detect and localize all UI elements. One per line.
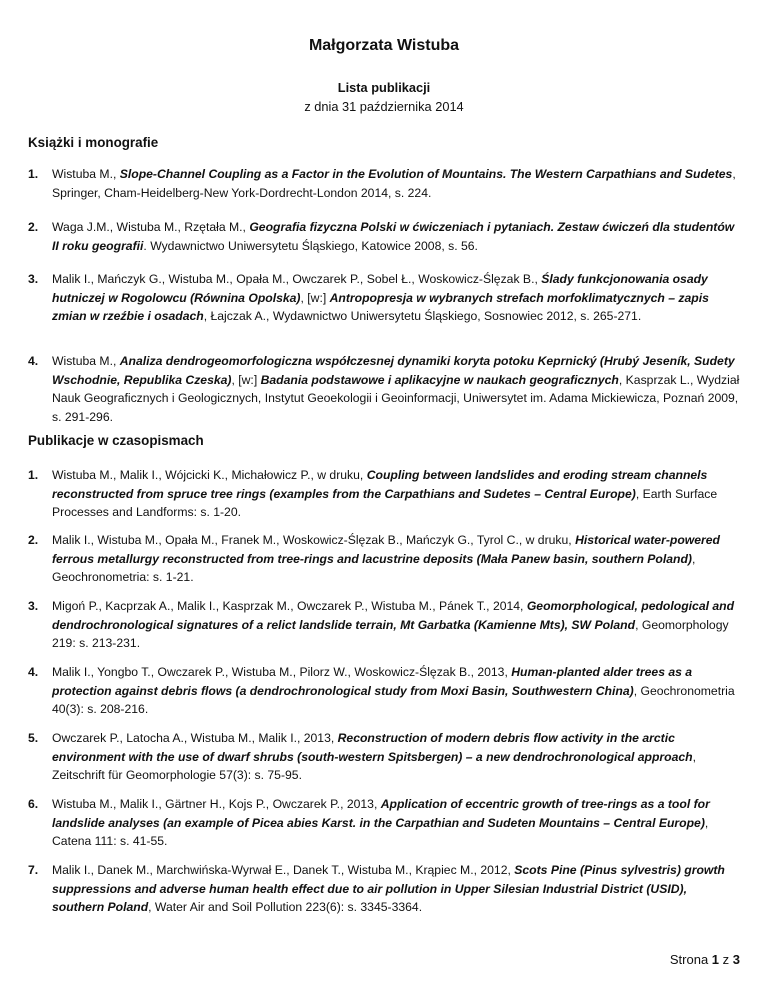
section-heading-books: Książki i monografie (28, 135, 159, 150)
list-title: Lista publikacji (337, 80, 431, 95)
footer-total-pages: 3 (732, 952, 740, 967)
book-entry-1 (28, 165, 742, 202)
entry-number: 7. (28, 863, 39, 877)
entry-details: , Earth Surface Processes and Landforms: s. 1-20. (52, 486, 718, 520)
entry-title: Coupling between landslides and eroding stream channels reconstructed from spruce tree rings (examples from the Carpathians and Sudetes – Central Europe) (52, 468, 708, 501)
entry-authors: Migoń P., Kacprzak A., Malik I., Kasprzak M., Owczarek P., Wistuba M., Pánek T., 2014, (52, 599, 527, 613)
footer-prefix: Strona (669, 952, 712, 967)
entry-details: , Springer, Cham-Heidelberg-New York-Dordrecht-London 2014, s. 224. (52, 167, 736, 200)
entry-number: 1. (28, 468, 39, 482)
entry-number: 6. (28, 797, 39, 811)
footer-page-number: 1 (711, 952, 720, 967)
entry-number: 2. (28, 220, 39, 234)
journal-entry-4 (28, 663, 742, 719)
entry-authors: Wistuba M., (52, 354, 120, 368)
entry-details: , Catena 111: s. 41-55. (52, 815, 709, 849)
section-heading-journals: Publikacje w czasopismach (28, 433, 204, 448)
entry-number: 4. (28, 354, 39, 368)
entry-title: Application of eccentric growth of tree-rings as a tool for landslide analyses (an example of Picea abies Karst. in the Carpathian and Sudeten Mountains – Central Europe) (52, 797, 710, 830)
journal-entry-2 (28, 531, 742, 587)
entry-number: 1. (28, 167, 39, 181)
entry-authors: Wistuba M., Malik I., Wójcicki K., Michałowicz P., w druku, (52, 468, 367, 482)
entry-title: Analiza dendrogeomorfologiczna współczesnej dynamiki koryta potoku Keprnický (Hrubý Jeseník, Sudety Wschodnie, Republika Czeska) (52, 354, 735, 387)
entry-authors: Wistuba M., Malik I., Gärtner H., Kojs P., Owczarek P., 2013, (52, 797, 381, 811)
entry-title: Slope-Channel Coupling as a Factor in the Evolution of Mountains. The Western Carpathians and Sudetes (119, 167, 733, 181)
entry-authors: Waga J.M., Wistuba M., Rzętała M., (52, 220, 250, 234)
entry-details: , Łajczak A., Wydawnictwo Uniwersytetu Śląskiego, Sosnowiec 2012, s. 265-271. (203, 309, 642, 324)
book-entry-2 (28, 218, 742, 255)
entry-title: Human-planted alder trees as a protection against debris flows (a dendrochronological study from Moxi Basin, Southwestern China) (52, 665, 693, 698)
book-entry-4 (28, 352, 742, 426)
entry-authors: Wistuba M., (52, 167, 120, 181)
entry-number: 2. (28, 533, 39, 547)
entry-details: , Geomorphology 219: s. 213-231. (52, 617, 729, 651)
entry-title: Reconstruction of modern debris flow activity in the arctic environment with the use of dwarf shrubs (south-western Spitsbergen) – a new dendrochronological approach (52, 731, 693, 764)
journal-entry-1 (28, 466, 742, 522)
entry-book-title: Badania podstawowe i aplikacyjne w naukach geograficznych (260, 372, 619, 387)
book-entry-3 (28, 270, 742, 326)
entry-number: 5. (28, 731, 39, 745)
entry-details: , Geochronometria 40(3): s. 208-216. (52, 683, 735, 717)
journal-entry-5 (28, 729, 742, 785)
entry-authors: Malik I., Wistuba M., Opała M., Franek M., Woskowicz-Ślęzak B., Mańczyk G., Tyrol C., w druku, (52, 533, 576, 547)
page-footer (670, 952, 740, 967)
journal-entry-6 (28, 795, 742, 851)
entry-details: , Zeitschrift für Geomorphologie 57(3): s. 75-95. (52, 749, 696, 783)
footer-of: z (719, 952, 733, 967)
entry-title: Historical water-powered ferrous metallurgy reconstructed from tree-rings and lacustrine deposits (Mała Panew basin, southern Poland) (52, 533, 720, 566)
entry-book-title: Antropopresja w wybranych strefach morfoklimatycznych – zapis zmian w rzeźbie i osadach (52, 290, 709, 324)
entry-title: Geomorphological, pedological and dendrochronological signatures of a relict landslide terrain, Mt Garbatka (Kamienne Mts), SW Poland (52, 599, 735, 632)
entry-connector: , [w:] (231, 372, 261, 387)
entry-details: , Geochronometria: s. 1-21. (52, 551, 696, 585)
entry-details: , Water Air and Soil Pollution 223(6): s. 3345-3364. (148, 900, 423, 915)
entry-authors: Owczarek P., Latocha A., Wistuba M., Malik I., 2013, (52, 731, 338, 745)
entry-authors: Malik I., Mańczyk G., Wistuba M., Opała M., Owczarek P., Sobel Ł., Woskowicz-Ślęzak B., (52, 272, 542, 286)
journal-entry-7 (28, 861, 742, 917)
entry-number: 4. (28, 665, 39, 679)
entry-connector: , [w:] (300, 290, 330, 305)
entry-title: Geografia fizyczna Polski w ćwiczeniach i pytaniach. Zestaw ćwiczeń dla studentów II roku geografii (52, 220, 735, 253)
list-date: z dnia 31 października 2014 (304, 99, 464, 114)
journal-entry-3 (28, 597, 742, 653)
entry-title: Scots Pine (Pinus sylvestris) growth suppressions and adverse human health effect due to air pollution in Upper Silesian Industrial District (USID), southern Poland (52, 863, 725, 915)
entry-number: 3. (28, 272, 39, 286)
entry-authors: Malik I., Danek M., Marchwińska-Wyrwał E., Danek T., Wistuba M., Krąpiec M., 2012, (52, 863, 515, 877)
entry-authors: Malik I., Yongbo T., Owczarek P., Wistuba M., Pilorz W., Woskowicz-Ślęzak B., 2013, (52, 665, 512, 679)
list-header (0, 78, 768, 116)
entry-title: Ślady funkcjonowania osady hutniczej w Rogolowcu (Równina Opolska) (52, 272, 708, 305)
entry-details: . Wydawnictwo Uniwersytetu Śląskiego, Katowice 2008, s. 56. (143, 238, 478, 253)
entry-details: , Kasprzak L., Wydział Nauk Geograficznych i Geologicznych, Instytut Geoekologii i Geoinformacji, Uniwersytet im. Adama Mickiewicza, Poznań 2009, s. 291-296. (52, 372, 740, 424)
entry-number: 3. (28, 599, 39, 613)
author-name: Małgorzata Wistuba (308, 37, 460, 54)
